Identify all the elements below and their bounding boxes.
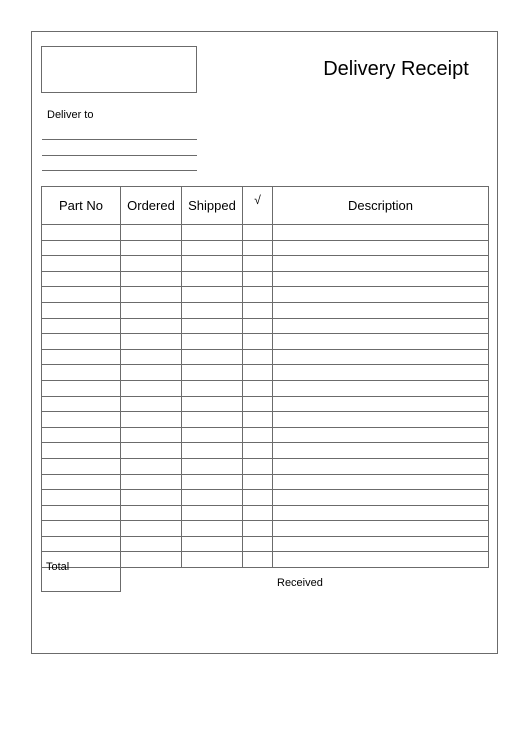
part-no-cell[interactable] (42, 365, 121, 381)
part-no-cell[interactable] (42, 536, 121, 552)
shipped-cell[interactable] (182, 318, 243, 334)
shipped-cell[interactable] (182, 365, 243, 381)
total-box[interactable] (41, 560, 121, 592)
shipped-cell[interactable] (182, 458, 243, 474)
shipped-cell[interactable] (182, 505, 243, 521)
table-header-row (42, 187, 489, 225)
shipped-cell[interactable] (182, 474, 243, 490)
description-cell[interactable] (273, 349, 489, 365)
table-row (42, 287, 489, 303)
shipped-cell[interactable] (182, 396, 243, 412)
check-cell[interactable] (243, 427, 273, 443)
description-cell[interactable] (273, 318, 489, 334)
ordered-cell[interactable] (121, 365, 182, 381)
part-no-cell[interactable] (42, 334, 121, 350)
table-row (42, 349, 489, 365)
description-cell[interactable] (273, 474, 489, 490)
items-table (41, 186, 489, 568)
table-row (42, 256, 489, 272)
part-no-cell[interactable] (42, 427, 121, 443)
column-header-shipped: Shipped (182, 187, 243, 225)
ordered-cell[interactable] (121, 443, 182, 459)
ordered-cell[interactable] (121, 427, 182, 443)
check-cell[interactable] (243, 412, 273, 428)
received-label: Received (277, 577, 323, 589)
check-cell[interactable] (243, 365, 273, 381)
part-no-cell[interactable] (42, 349, 121, 365)
part-no-cell[interactable] (42, 505, 121, 521)
check-cell[interactable] (243, 443, 273, 459)
part-no-cell[interactable] (42, 474, 121, 490)
part-no-cell[interactable] (42, 318, 121, 334)
address-line[interactable] (42, 155, 197, 156)
shipped-cell[interactable] (182, 225, 243, 241)
shipped-cell[interactable] (182, 552, 243, 568)
logo-box (41, 46, 197, 93)
page-title: Delivery Receipt (323, 58, 469, 80)
table-row (42, 334, 489, 350)
shipped-cell[interactable] (182, 256, 243, 272)
description-cell[interactable] (273, 225, 489, 241)
ordered-cell[interactable] (121, 490, 182, 506)
part-no-cell[interactable] (42, 287, 121, 303)
shipped-cell[interactable] (182, 302, 243, 318)
shipped-cell[interactable] (182, 536, 243, 552)
check-cell[interactable] (243, 240, 273, 256)
check-cell[interactable] (243, 396, 273, 412)
description-cell[interactable] (273, 490, 489, 506)
table-row (42, 318, 489, 334)
shipped-cell[interactable] (182, 443, 243, 459)
table-row (42, 505, 489, 521)
received-signature-line[interactable] (273, 653, 487, 654)
shipped-cell[interactable] (182, 380, 243, 396)
check-cell[interactable] (243, 536, 273, 552)
check-cell[interactable] (243, 318, 273, 334)
check-cell[interactable] (243, 474, 273, 490)
ordered-cell[interactable] (121, 349, 182, 365)
shipped-cell[interactable] (182, 334, 243, 350)
check-cell[interactable] (243, 552, 273, 568)
table-row (42, 443, 489, 459)
check-cell[interactable] (243, 302, 273, 318)
check-cell[interactable] (243, 271, 273, 287)
shipped-cell[interactable] (182, 240, 243, 256)
ordered-cell[interactable] (121, 302, 182, 318)
deliver-to-label: Deliver to (47, 109, 94, 121)
description-cell[interactable] (273, 443, 489, 459)
part-no-cell[interactable] (42, 396, 121, 412)
ordered-cell[interactable] (121, 256, 182, 272)
column-header-check: √ (243, 187, 273, 225)
table-row (42, 490, 489, 506)
column-header-description: Description (273, 187, 489, 225)
part-no-cell[interactable] (42, 490, 121, 506)
description-cell[interactable] (273, 505, 489, 521)
address-line[interactable] (42, 139, 197, 140)
ordered-cell[interactable] (121, 225, 182, 241)
check-cell[interactable] (243, 287, 273, 303)
description-cell[interactable] (273, 240, 489, 256)
table-row (42, 536, 489, 552)
table-row (42, 302, 489, 318)
part-no-cell[interactable] (42, 521, 121, 537)
check-cell[interactable] (243, 521, 273, 537)
check-cell[interactable] (243, 490, 273, 506)
description-cell[interactable] (273, 365, 489, 381)
check-cell[interactable] (243, 458, 273, 474)
ordered-cell[interactable] (121, 287, 182, 303)
description-cell[interactable] (273, 521, 489, 537)
shipped-cell[interactable] (182, 412, 243, 428)
shipped-cell[interactable] (182, 490, 243, 506)
shipped-cell[interactable] (182, 521, 243, 537)
part-no-cell[interactable] (42, 225, 121, 241)
description-cell[interactable] (273, 458, 489, 474)
check-cell[interactable] (243, 349, 273, 365)
table-row (42, 225, 489, 241)
part-no-cell[interactable] (42, 302, 121, 318)
ordered-cell[interactable] (121, 536, 182, 552)
table-row (42, 427, 489, 443)
description-cell[interactable] (273, 396, 489, 412)
shipped-cell[interactable] (182, 287, 243, 303)
table-row (42, 412, 489, 428)
ordered-cell[interactable] (121, 396, 182, 412)
check-cell[interactable] (243, 225, 273, 241)
ordered-cell[interactable] (121, 521, 182, 537)
part-no-cell[interactable] (42, 271, 121, 287)
ordered-cell[interactable] (121, 318, 182, 334)
shipped-cell[interactable] (182, 271, 243, 287)
table-row (42, 365, 489, 381)
description-cell[interactable] (273, 287, 489, 303)
check-cell[interactable] (243, 380, 273, 396)
ordered-cell[interactable] (121, 505, 182, 521)
ordered-cell[interactable] (121, 380, 182, 396)
description-cell[interactable] (273, 256, 489, 272)
ordered-cell[interactable] (121, 240, 182, 256)
description-cell[interactable] (273, 536, 489, 552)
part-no-cell[interactable] (42, 240, 121, 256)
table-row (42, 271, 489, 287)
ordered-cell[interactable] (121, 474, 182, 490)
total-label: Total (46, 561, 70, 573)
ordered-cell[interactable] (121, 552, 182, 568)
table-row (42, 474, 489, 490)
column-header-part-no: Part No (42, 187, 121, 225)
part-no-cell[interactable] (42, 443, 121, 459)
table-row (42, 396, 489, 412)
part-no-cell[interactable] (42, 412, 121, 428)
table-row (42, 521, 489, 537)
description-cell[interactable] (273, 427, 489, 443)
table-row (42, 458, 489, 474)
description-cell[interactable] (273, 334, 489, 350)
part-no-cell[interactable] (42, 458, 121, 474)
description-cell[interactable] (273, 380, 489, 396)
part-no-cell[interactable] (42, 256, 121, 272)
ordered-cell[interactable] (121, 412, 182, 428)
description-cell[interactable] (273, 271, 489, 287)
ordered-cell[interactable] (121, 458, 182, 474)
check-cell[interactable] (243, 256, 273, 272)
table-row (42, 240, 489, 256)
ordered-cell[interactable] (121, 271, 182, 287)
description-cell[interactable] (273, 412, 489, 428)
part-no-cell[interactable] (42, 380, 121, 396)
description-cell[interactable] (273, 302, 489, 318)
shipped-cell[interactable] (182, 427, 243, 443)
description-cell[interactable] (273, 552, 489, 568)
column-header-ordered: Ordered (121, 187, 182, 225)
address-line[interactable] (42, 170, 197, 171)
check-cell[interactable] (243, 334, 273, 350)
check-cell[interactable] (243, 505, 273, 521)
table-row (42, 380, 489, 396)
ordered-cell[interactable] (121, 334, 182, 350)
shipped-cell[interactable] (182, 349, 243, 365)
